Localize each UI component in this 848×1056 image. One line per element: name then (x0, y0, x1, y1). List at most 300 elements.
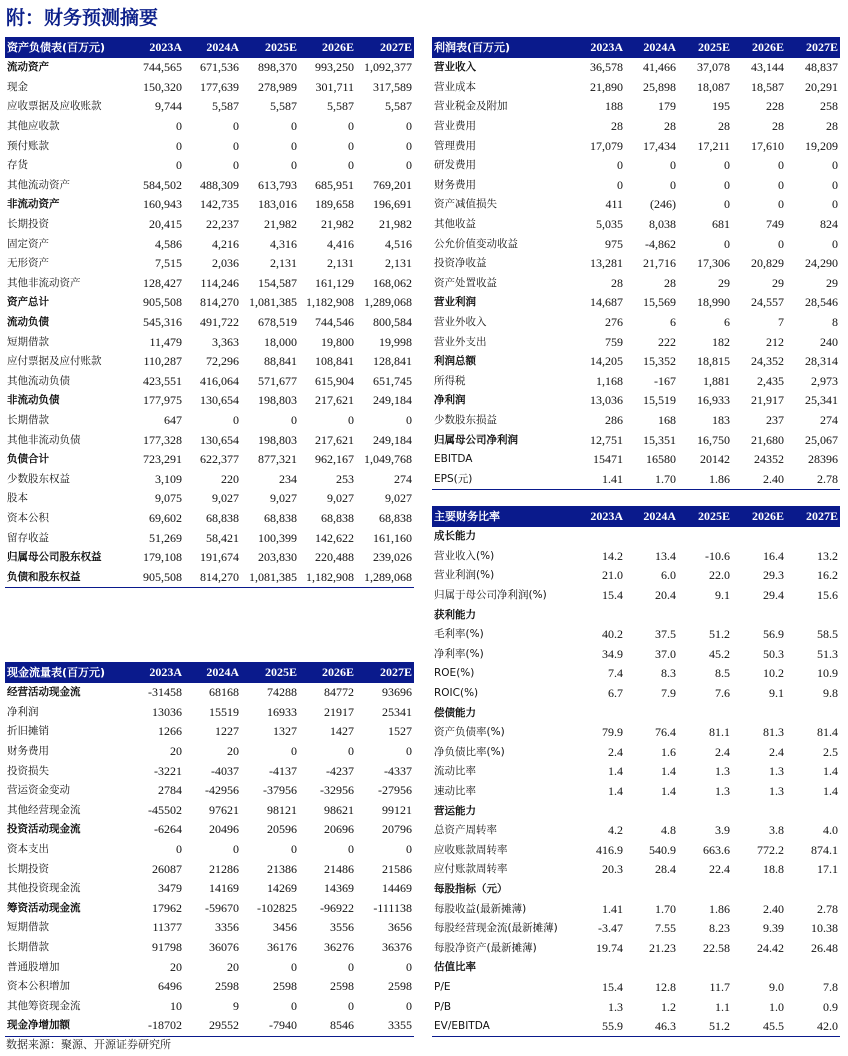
table-row (432, 274, 840, 294)
value-cell: 2.4 (715, 744, 730, 759)
value-cell: 0 (233, 158, 239, 173)
value-cell: 17,079 (590, 138, 623, 153)
row-label: 资产处置收益 (434, 276, 497, 289)
value-cell: 12,751 (590, 432, 623, 447)
value-cell: 10.2 (763, 666, 784, 681)
value-cell (678, 527, 732, 547)
table-row (5, 528, 414, 548)
value-cell: 824 (820, 217, 838, 232)
value-cell: 195 (712, 99, 730, 114)
value-cell: 21.0 (602, 568, 623, 583)
value-cell: 8.23 (709, 921, 730, 936)
value-cell: 48,837 (805, 60, 838, 75)
value-cell: 6.7 (608, 686, 623, 701)
value-cell: 217,621 (315, 393, 354, 408)
value-cell: 0 (233, 412, 239, 427)
value-cell: 81.1 (709, 725, 730, 740)
table-row (432, 625, 840, 645)
value-cell: -4237 (326, 763, 354, 778)
year-header: 2026E (299, 662, 356, 683)
value-cell: 0 (406, 998, 412, 1013)
row-label: 每股指标（元） (434, 882, 508, 895)
value-cell: 769,201 (373, 177, 412, 192)
value-cell: 4,516 (385, 236, 412, 251)
year-header: 2023A (127, 662, 184, 683)
table-row (432, 78, 840, 98)
value-cell: 36376 (382, 940, 412, 955)
value-cell: 179 (658, 99, 676, 114)
value-cell: 671,536 (200, 60, 239, 75)
value-cell: 571,677 (258, 373, 297, 388)
value-cell: 14269 (267, 881, 297, 896)
value-cell: 18,000 (264, 334, 297, 349)
year-header: 2026E (299, 37, 356, 58)
row-label: 折旧摊销 (7, 725, 49, 738)
value-cell: 258 (820, 99, 838, 114)
table-row (5, 293, 414, 313)
value-cell: 0 (176, 842, 182, 857)
value-cell: 24,290 (805, 256, 838, 271)
row-label: 负债合计 (7, 453, 49, 466)
row-label: 偿债能力 (434, 706, 476, 719)
table-row (5, 430, 414, 450)
value-cell: 1427 (330, 724, 354, 739)
value-cell: -42956 (205, 783, 239, 798)
value-cell: 98621 (324, 802, 354, 817)
row-label: 预付账款 (7, 139, 49, 152)
value-cell: 220,488 (315, 550, 354, 565)
value-cell: (246) (650, 197, 676, 212)
value-cell: 975 (605, 236, 623, 251)
value-cell: 8 (832, 315, 838, 330)
table-row (5, 742, 414, 762)
row-label: 营业成本 (434, 80, 476, 93)
value-cell: 5,587 (327, 99, 354, 114)
value-cell: 9,027 (385, 491, 412, 506)
value-cell: 411 (605, 197, 623, 212)
row-label: 资产总计 (7, 296, 49, 309)
value-cell: -4337 (384, 763, 412, 778)
value-cell: 25,898 (643, 79, 676, 94)
value-cell: 22.58 (703, 940, 730, 955)
value-cell: 5,587 (385, 99, 412, 114)
value-cell: 7,515 (155, 256, 182, 271)
value-cell: 45.5 (732, 1017, 786, 1037)
value-cell: 0 (176, 138, 182, 153)
value-cell: 7.4 (608, 666, 623, 681)
value-cell: 18,587 (751, 79, 784, 94)
value-cell: 177,328 (143, 432, 182, 447)
value-cell: 19.74 (596, 940, 623, 955)
value-cell: 416.9 (596, 842, 623, 857)
table-row (432, 352, 840, 372)
value-cell: -102825 (257, 900, 297, 915)
value-cell: 21586 (382, 861, 412, 876)
value-cell: 217,621 (315, 432, 354, 447)
value-cell: 6 (670, 315, 676, 330)
value-cell (786, 605, 840, 625)
section-row (432, 527, 840, 547)
row-label: 投资净收益 (434, 257, 487, 270)
value-cell: 274 (394, 471, 412, 486)
table-header (432, 506, 840, 527)
table-header (432, 37, 840, 58)
value-cell: 50.3 (763, 646, 784, 661)
row-label: 营业税金及附加 (434, 100, 508, 113)
row-label: 非流动负债 (7, 394, 60, 407)
row-label: 每股收益(最新摊薄) (434, 902, 527, 915)
row-label: 无形资产 (7, 257, 49, 270)
value-cell: 9,744 (155, 99, 182, 114)
value-cell: -37956 (263, 783, 297, 798)
row-label: 流动资产 (7, 61, 49, 74)
row-label: 净负债比率(%) (434, 745, 505, 758)
table-row (432, 156, 840, 176)
row-label: 投资损失 (7, 764, 49, 777)
value-cell: 198,803 (258, 432, 297, 447)
row-label: 速动比率 (434, 785, 476, 798)
row-label: ROE(%) (434, 667, 475, 680)
row-label: EBITDA (434, 453, 473, 466)
value-cell: 253 (336, 471, 354, 486)
table-row (5, 683, 414, 703)
table-row (5, 879, 414, 899)
value-cell: 0 (670, 177, 676, 192)
row-label: 流动比率 (434, 765, 476, 778)
value-cell: 29552 (184, 1016, 241, 1036)
table-row (5, 567, 414, 587)
value-cell: 8.5 (715, 666, 730, 681)
value-cell: 51.2 (709, 627, 730, 642)
table-row (432, 1017, 840, 1037)
value-cell: 723,291 (143, 452, 182, 467)
value-cell: 0 (291, 998, 297, 1013)
row-label: 其他筹资现金流 (7, 999, 81, 1012)
value-cell: 0 (832, 197, 838, 212)
row-label: 归属母公司净利润 (434, 433, 518, 446)
value-cell: 8546 (299, 1016, 356, 1036)
table-row (5, 234, 414, 254)
value-cell: 21486 (324, 861, 354, 876)
value-cell: 21917 (324, 704, 354, 719)
row-label: 筹资活动现金流 (7, 901, 81, 914)
value-cell: 43,144 (751, 60, 784, 75)
value-cell: 249,184 (373, 432, 412, 447)
value-cell: 21,890 (590, 79, 623, 94)
value-cell: 0 (233, 138, 239, 153)
value-cell: 17,610 (751, 138, 784, 153)
row-label: 净利润 (434, 394, 466, 407)
value-cell: 19,998 (379, 334, 412, 349)
value-cell: 182 (712, 334, 730, 349)
value-cell: 898,370 (258, 60, 297, 75)
value-cell: 491,722 (200, 315, 239, 330)
value-cell: 15,569 (643, 295, 676, 310)
table-row (432, 136, 840, 156)
value-cell: 20,415 (149, 217, 182, 232)
value-cell: 545,316 (143, 315, 182, 330)
value-cell: 68,838 (321, 510, 354, 525)
year-header: 2027E (786, 37, 840, 58)
value-cell: 24.42 (757, 940, 784, 955)
value-cell: -3221 (154, 763, 182, 778)
value-cell: -31458 (148, 685, 182, 700)
table-row (432, 938, 840, 958)
value-cell: 130,654 (200, 393, 239, 408)
table-row (432, 547, 840, 567)
row-label: 长期借款 (7, 941, 49, 954)
value-cell: 1.4 (608, 764, 623, 779)
value-cell: 4.8 (661, 823, 676, 838)
value-cell: 21,917 (751, 393, 784, 408)
value-cell: 4,316 (270, 236, 297, 251)
row-label: 营业外收入 (434, 316, 487, 329)
value-cell: 3456 (273, 920, 297, 935)
table-row (432, 215, 840, 235)
value-cell: 744,546 (315, 315, 354, 330)
row-label: 应收账款周转率 (434, 843, 508, 856)
value-cell: 188 (605, 99, 623, 114)
value-cell: 9.0 (769, 979, 784, 994)
value-cell: 1227 (215, 724, 239, 739)
value-cell: 685,951 (315, 177, 354, 192)
section-row (432, 958, 840, 978)
value-cell: 24,352 (751, 354, 784, 369)
value-cell: 22,237 (206, 217, 239, 232)
value-cell: 189,658 (315, 197, 354, 212)
value-cell: 3.8 (769, 823, 784, 838)
row-label: 现金净增加额 (5, 1016, 127, 1036)
value-cell: 15,352 (643, 354, 676, 369)
value-cell: 28,314 (805, 354, 838, 369)
value-cell: 19,209 (805, 138, 838, 153)
value-cell: -7940 (241, 1016, 299, 1036)
value-cell: 1266 (158, 724, 182, 739)
value-cell: 423,551 (143, 373, 182, 388)
row-label: 非流动资产 (7, 198, 60, 211)
value-cell: 0 (348, 119, 354, 134)
row-label: 财务费用 (7, 745, 49, 758)
value-cell: 20.3 (602, 862, 623, 877)
table-row (5, 352, 414, 372)
value-cell: 20696 (324, 822, 354, 837)
row-label: 管理费用 (434, 139, 476, 152)
table-row (5, 469, 414, 489)
value-cell: 2598 (388, 979, 412, 994)
value-cell (678, 703, 732, 723)
table-row (5, 703, 414, 723)
value-cell: 34.9 (602, 646, 623, 661)
row-label: 其他投资现金流 (7, 882, 81, 895)
row-label: EV/EBITDA (432, 1017, 572, 1037)
value-cell: 15.4 (602, 588, 623, 603)
table-row (432, 234, 840, 254)
value-cell: 772.2 (757, 842, 784, 857)
value-cell: 1.4 (823, 764, 838, 779)
table-row (5, 781, 414, 801)
row-label: 估值比率 (434, 961, 476, 974)
row-label: 毛利率(%) (434, 628, 484, 641)
value-cell: 1.4 (608, 784, 623, 799)
table-row (5, 977, 414, 997)
value-cell: -3.47 (598, 921, 623, 936)
value-cell: 584,502 (143, 177, 182, 192)
table-row (5, 332, 414, 352)
row-label: 应付票据及应付账款 (7, 355, 102, 368)
value-cell: 1.70 (625, 469, 678, 489)
value-cell: 20 (170, 744, 182, 759)
value-cell: 9.1 (769, 686, 784, 701)
row-label: 净利润 (7, 705, 39, 718)
value-cell: 905,508 (143, 295, 182, 310)
value-cell: 6 (724, 315, 730, 330)
value-cell: 177,639 (200, 79, 239, 94)
year-header: 2023A (572, 37, 625, 58)
value-cell: 1.3 (608, 999, 623, 1014)
value-cell: 29 (826, 275, 838, 290)
value-cell: 3355 (356, 1016, 414, 1036)
value-cell: 13.4 (655, 548, 676, 563)
value-cell: 10 (170, 998, 182, 1013)
value-cell: -6264 (154, 822, 182, 837)
value-cell: 24352 (754, 452, 784, 467)
value-cell (678, 801, 732, 821)
value-cell: 20 (227, 744, 239, 759)
value-cell: 2.4 (608, 744, 623, 759)
value-cell: 114,246 (200, 275, 239, 290)
value-cell: 17,306 (697, 256, 730, 271)
value-cell: 0 (348, 998, 354, 1013)
value-cell: 1.0 (769, 999, 784, 1014)
value-cell: 0 (617, 177, 623, 192)
row-label: 营运资金变动 (7, 784, 70, 797)
value-cell: 3,363 (212, 334, 239, 349)
value-cell: 678,519 (258, 315, 297, 330)
row-label: 净利率(%) (434, 647, 484, 660)
row-label: 应付账款周转率 (434, 863, 508, 876)
table-row (5, 117, 414, 137)
value-cell: 37,078 (697, 60, 730, 75)
value-cell: 4.2 (608, 823, 623, 838)
value-cell: 20796 (382, 822, 412, 837)
table-row (432, 782, 840, 802)
value-cell (572, 605, 625, 625)
table-row (432, 664, 840, 684)
row-label: 存货 (7, 159, 28, 172)
source-note: 数据来源：聚源、开源证券研究所 (6, 1038, 171, 1051)
value-cell: 1,182,908 (306, 295, 354, 310)
value-cell: 68,838 (264, 510, 297, 525)
value-cell: 22.4 (709, 862, 730, 877)
value-cell: 0 (348, 138, 354, 153)
value-cell (732, 958, 786, 978)
value-cell: 20.4 (655, 588, 676, 603)
value-cell: 84772 (324, 685, 354, 700)
table-row (5, 840, 414, 860)
row-label: 营业利润(%) (434, 569, 495, 582)
value-cell: 25,067 (805, 432, 838, 447)
value-cell: 68,838 (206, 510, 239, 525)
value-cell: 46.3 (625, 1017, 678, 1037)
value-cell (678, 605, 732, 625)
value-cell: 58,421 (206, 530, 239, 545)
row-label: 每股净资产(最新摊薄) (434, 941, 537, 954)
value-cell: 18,087 (697, 79, 730, 94)
value-cell: 9.1 (715, 588, 730, 603)
value-cell: 1.3 (769, 784, 784, 799)
value-cell: 0 (348, 158, 354, 173)
row-label: 研发费用 (434, 159, 476, 172)
value-cell: 2,131 (385, 256, 412, 271)
value-cell: 21.23 (649, 940, 676, 955)
year-header: 2027E (356, 37, 414, 58)
value-cell: 1527 (388, 724, 412, 739)
table-row (5, 859, 414, 879)
value-cell: 28 (664, 275, 676, 290)
value-cell: 234 (279, 471, 297, 486)
value-cell: -167 (654, 373, 676, 388)
value-cell: 0 (617, 158, 623, 173)
value-cell: 1.86 (678, 469, 732, 489)
row-label: 其他非流动负债 (7, 433, 81, 446)
row-label: 利润总额 (434, 355, 476, 368)
value-cell: 20,291 (805, 79, 838, 94)
year-header: 2025E (678, 37, 732, 58)
value-cell: 14169 (209, 881, 239, 896)
table-row (432, 58, 840, 78)
value-cell: 40.2 (602, 627, 623, 642)
value-cell: -111138 (373, 900, 412, 915)
value-cell: 198,803 (258, 393, 297, 408)
value-cell: -4,862 (645, 236, 676, 251)
row-label: EPS(元) (432, 469, 572, 489)
value-cell: 0 (406, 959, 412, 974)
value-cell: 0 (406, 412, 412, 427)
value-cell: 1,081,385 (249, 295, 297, 310)
table-row (432, 684, 840, 704)
table-row (5, 372, 414, 392)
value-cell: 5,587 (212, 99, 239, 114)
row-label: 短期借款 (7, 335, 49, 348)
value-cell: 1.6 (661, 744, 676, 759)
value-cell: 2.40 (763, 901, 784, 916)
value-cell: 99121 (382, 802, 412, 817)
value-cell: 11.7 (709, 979, 730, 994)
row-label: 公允价值变动收益 (434, 237, 518, 250)
value-cell: 14,687 (590, 295, 623, 310)
value-cell: 7.8 (823, 979, 838, 994)
value-cell: 16580 (646, 452, 676, 467)
table-row (5, 450, 414, 470)
value-cell: 0 (724, 158, 730, 173)
row-label: P/B (434, 1000, 452, 1013)
table-title: 现金流量表(百万元) (5, 662, 127, 683)
value-cell: 962,167 (315, 452, 354, 467)
table-row (5, 899, 414, 919)
value-cell: 0 (291, 119, 297, 134)
value-cell: 69,602 (149, 510, 182, 525)
value-cell: 26.48 (811, 940, 838, 955)
value-cell: 17,211 (697, 138, 730, 153)
value-cell: 2.5 (823, 744, 838, 759)
table-row (432, 723, 840, 743)
value-cell: 993,250 (315, 60, 354, 75)
value-cell: 276 (605, 315, 623, 330)
value-cell: 37.0 (655, 646, 676, 661)
table-row (432, 978, 840, 998)
value-cell: 1,182,908 (299, 567, 356, 587)
value-cell: 877,321 (258, 452, 297, 467)
